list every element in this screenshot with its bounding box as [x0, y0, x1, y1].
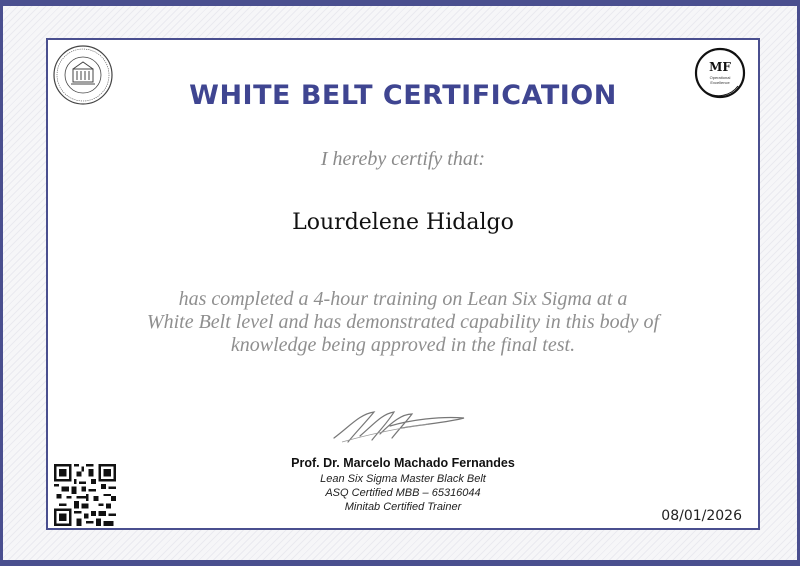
- certificate-body: [138, 288, 668, 357]
- body-line-1: has completed a 4-hour training on Lean Six Sigma at a: [178, 288, 628, 310]
- certificate-frame: [46, 38, 760, 530]
- signer-credential-1: Lean Six Sigma Master Black Belt: [320, 473, 486, 485]
- body-line-3: knowledge being approved in the final test.: [230, 334, 576, 356]
- logo-tagline-2: Excellence: [710, 80, 730, 85]
- certificate-date: 08/01/2026: [661, 508, 742, 524]
- qr-code-icon[interactable]: [54, 464, 116, 526]
- logo-monogram: MF: [709, 60, 731, 74]
- certificate-title: WHITE BELT CERTIFICATION: [189, 80, 617, 111]
- logo-tagline-1: Operational: [709, 75, 731, 80]
- recipient-name: Lourdelene Hidalgo: [292, 210, 514, 235]
- signer-name: Prof. Dr. Marcelo Machado Fernandes: [291, 456, 515, 470]
- signer-credential-3: Minitab Certified Trainer: [344, 501, 462, 513]
- signature-icon: [330, 406, 470, 448]
- signer-credential-2: ASQ Certified MBB – 65316044: [325, 487, 481, 499]
- body-line-2: White Belt level and has demonstrated capability in this body of: [146, 311, 660, 333]
- certify-intro: I hereby certify that:: [320, 148, 486, 170]
